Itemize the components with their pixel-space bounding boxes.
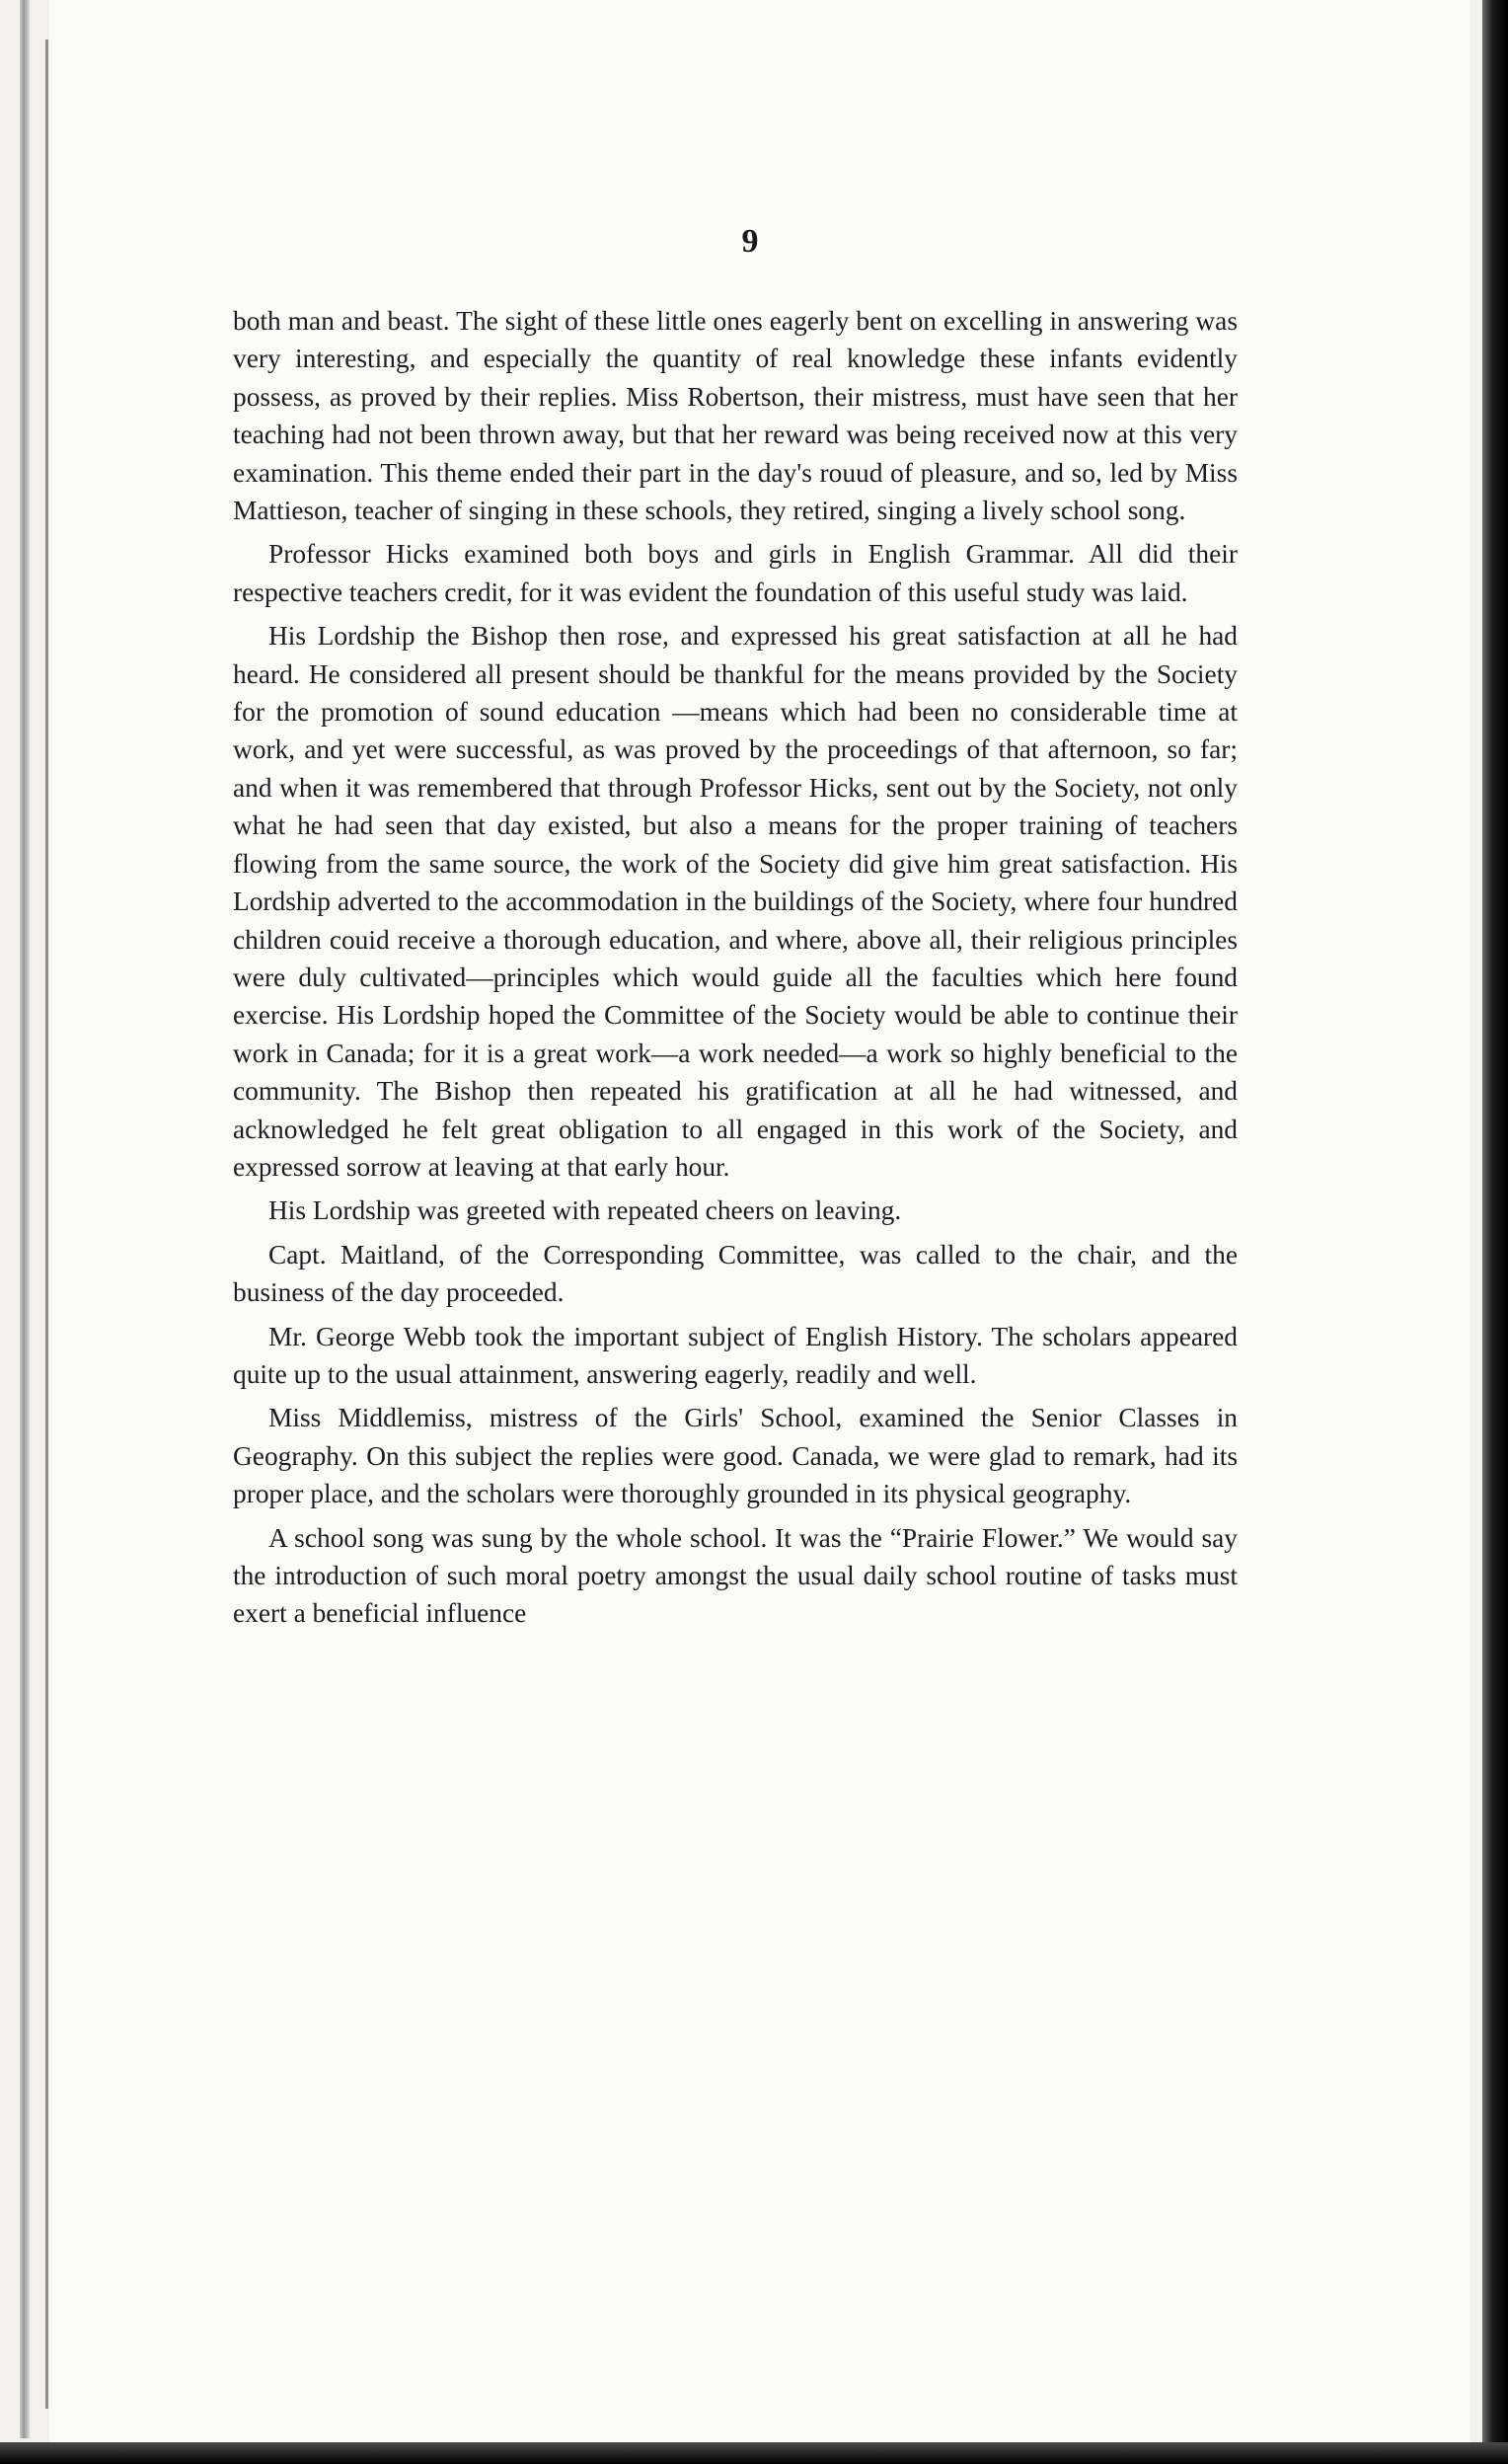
binding-shadow-line [45, 39, 48, 2409]
paragraph: His Lordship was greeted with repeated cheers on leaving. [268, 1195, 902, 1226]
paragraph: Capt. Maitland, of the Corresponding Committee, was called to the chair, and the business of the day proceeded. [233, 1239, 1238, 1308]
paragraph: Miss Middlemiss, mistress of the Girls' School, examined the Senior Classes in Geography. On this subject the replies were good. Canada, we were glad to remark, had its proper place, and the scholars were thoroughly grounded in its physical geography. [233, 1403, 1238, 1509]
book-binding-edge [20, 0, 30, 2438]
page-number: 9 [741, 223, 759, 260]
paragraph: Professor Hicks examined both boys and girls in English Grammar. All did their respective teachers credit, for it was evident the foundation of this useful study was laid. [233, 539, 1238, 607]
page-body-text [233, 302, 1238, 1639]
scan-right-border [1482, 0, 1508, 2464]
book-page [49, 0, 1470, 2442]
paragraph: Mr. George Webb took the important subject of English History. The scholars appeared quite up to the usual attainment, answering eagerly, readily and well. [233, 1321, 1238, 1389]
paragraph: both man and beast. The sight of these little ones eagerly bent on excelling in answering was very interesting, and especially the quantity of real knowledge these infants evidently possess, as proved by their replies. Miss Robertson, their mistress, must have seen that her teaching had not been thrown away, but that her reward was being received now at this very examination. This theme ended their part in the day's rouud of pleasure, and so, led by Miss Mattieson, teacher of singing in these schools, they retired, singing a lively school song. [233, 306, 1238, 526]
paragraph: A school song was sung by the whole school. It was the “Prairie Flower.” We would say the introduction of such moral poetry amongst the usual daily school routine of tasks must exert a beneficial influence [233, 1522, 1238, 1629]
scan-bottom-border [0, 2442, 1508, 2464]
paragraph: His Lordship the Bishop then rose, and expressed his great satisfaction at all he had heard. He considered all present should be thankful for the means provided by the Society for the promotion of sound education —means which had been no considerable time at work, and yet were successful, as was proved by the proceedings of that afternoon, so far; and when it was remembered that through Professor Hicks, sent out by the Society, not only what he had seen that day existed, but also a means for the proper training of teachers flowing from the same source, the work of the Society did give him great satisfaction. His Lordship adverted to the accommodation in the buildings of the Society, where four hundred children couid receive a thorough education, and where, above all, their religious principles were duly cultivated—principles which would guide all the faculties which here found exercise. His Lordship hoped the Committee of the Society would be able to continue their work in Canada; for it is a great work—a work needed—a work so highly beneficial to the community. The Bishop then repeated his gratification at all he had witnessed, and acknowledged he felt great obligation to all engaged in this work of the Society, and expressed sorrow at leaving at that early hour. [233, 621, 1238, 1182]
